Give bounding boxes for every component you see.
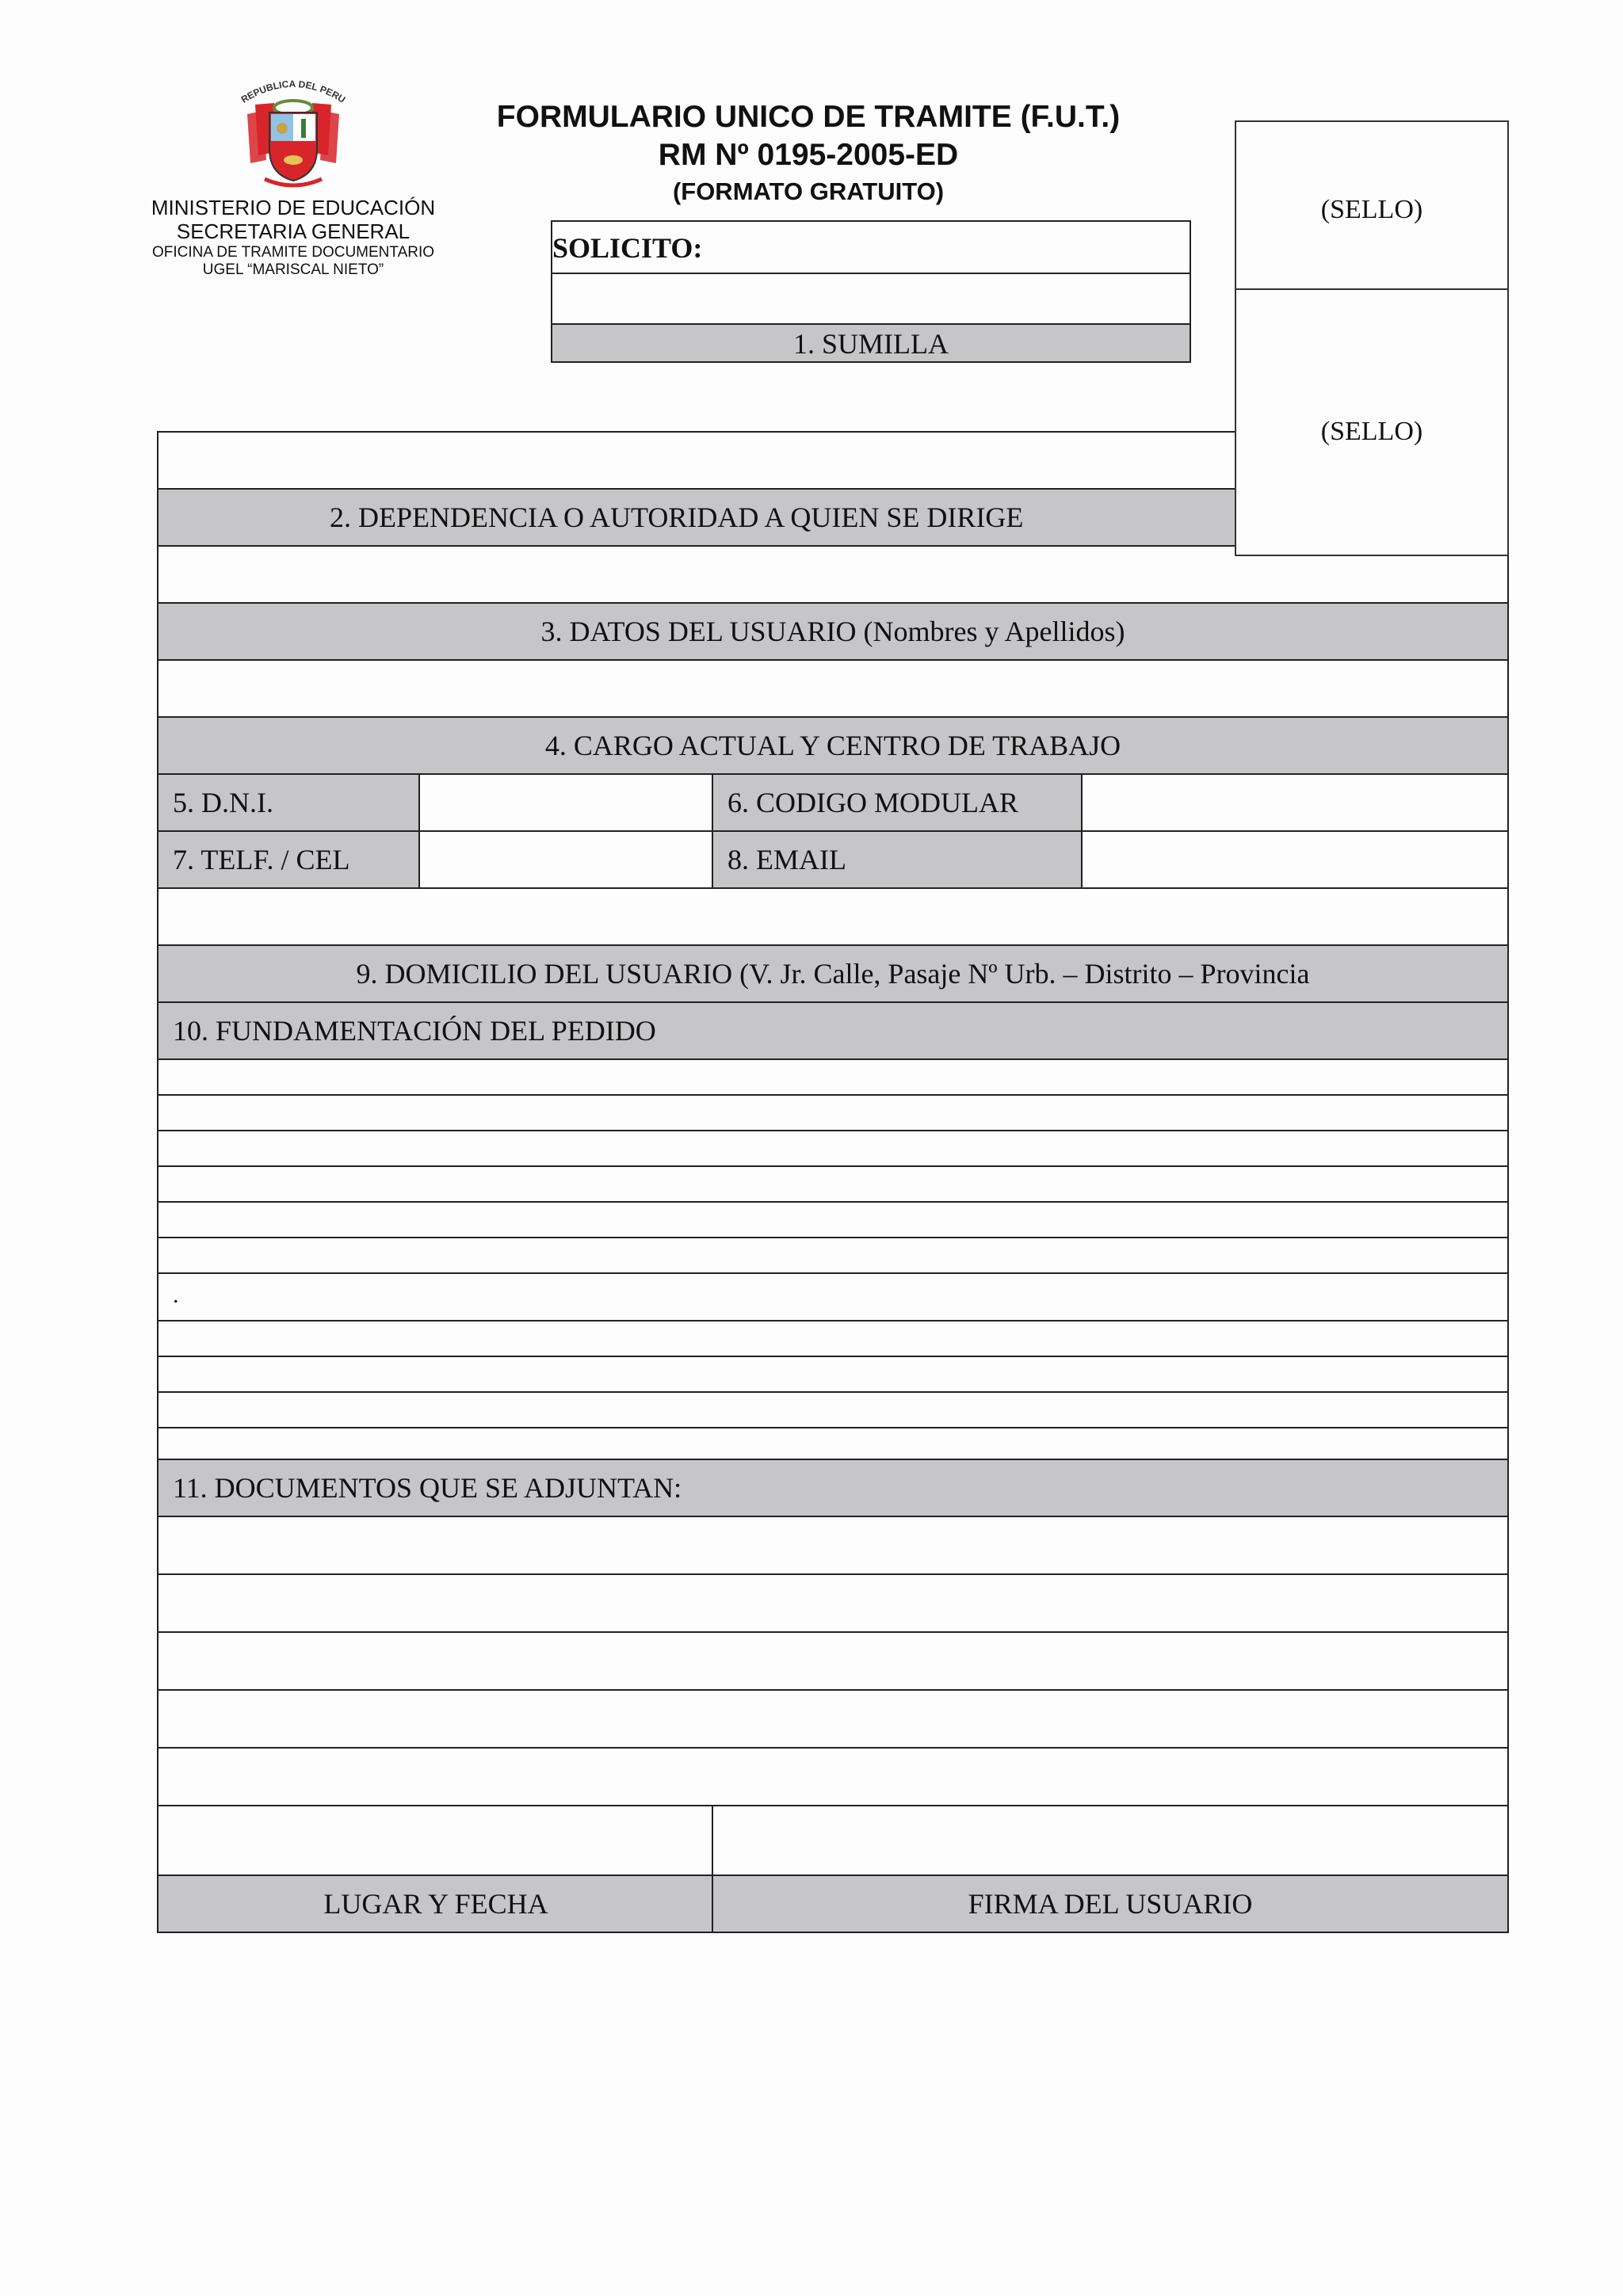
signature-input-row: [157, 1805, 1509, 1876]
telefono-label: 7. TELF. / CEL: [173, 844, 350, 875]
domicilio-label-row: [157, 944, 1509, 1003]
fundamentacion-line[interactable]: [157, 1356, 1509, 1393]
title-line-2: RM Nº 0195-2005-ED: [658, 138, 959, 172]
fundamentacion-line[interactable]: [157, 1427, 1509, 1460]
lugar-fecha-label-cell: [158, 1876, 713, 1932]
ugel-name: UGEL “MARISCAL NIETO”: [202, 261, 384, 278]
telefono-row: [157, 830, 1509, 889]
stamp-divider: [1236, 288, 1507, 290]
oficina-name: OFICINA DE TRAMITE DOCUMENTARIO: [151, 243, 435, 261]
dni-input[interactable]: [418, 775, 713, 830]
emblem-arc-text: REPUBLICA DEL PERU: [239, 78, 348, 105]
documentos-label-row: [157, 1459, 1509, 1517]
signature-label-row: [157, 1875, 1509, 1933]
dni-label-cell: [158, 775, 420, 830]
solicito-row[interactable]: [551, 220, 1191, 274]
stamp-box: [1235, 120, 1509, 556]
fundamentacion-line[interactable]: [157, 1320, 1509, 1357]
codigo-modular-label-cell: [712, 775, 1083, 830]
domicilio-input-row[interactable]: [157, 887, 1509, 946]
fundamentacion-line[interactable]: [157, 1058, 1509, 1096]
fundamentacion-line[interactable]: [157, 1094, 1509, 1131]
documentos-line[interactable]: [157, 1631, 1509, 1691]
coat-of-arms-emblem: [223, 73, 363, 196]
secretaria-name: SECRETARIA GENERAL: [176, 219, 411, 243]
sumilla-label: 1. SUMILLA: [793, 328, 949, 360]
documentos-line[interactable]: [157, 1573, 1509, 1633]
fundamentacion-label: 10. FUNDAMENTACIÓN DEL PEDIDO: [173, 1015, 656, 1047]
sumilla-label-row: [551, 323, 1191, 363]
documentos-line[interactable]: [157, 1689, 1509, 1749]
dni-row: [157, 773, 1509, 832]
cargo-label-row: [157, 716, 1509, 775]
ministry-heading: [127, 196, 460, 278]
stamp-label-top: (SELLO): [1320, 195, 1423, 224]
ministry-name: MINISTERIO DE EDUCACIÓN: [151, 196, 436, 219]
lugar-fecha-label: LUGAR Y FECHA: [323, 1888, 548, 1920]
email-label: 8. EMAIL: [727, 844, 846, 875]
form-title: [460, 98, 1157, 209]
fundamentacion-line[interactable]: [157, 1201, 1509, 1238]
title-line-1: FORMULARIO UNICO DE TRAMITE (F.U.T.): [496, 100, 1121, 134]
domicilio-label: 9. DOMICILIO DEL USUARIO (V. Jr. Calle, Pasaje Nº Urb. – Distrito – Provincia: [356, 958, 1310, 990]
firma-label-cell: [712, 1876, 1507, 1932]
title-line-3: (FORMATO GRATUITO): [672, 177, 945, 205]
fundamentacion-line[interactable]: [157, 1391, 1509, 1428]
fundamentacion-dot: .: [173, 1282, 179, 1308]
firma-input[interactable]: [712, 1806, 1507, 1875]
codigo-modular-label: 6. CODIGO MODULAR: [727, 787, 1018, 818]
fundamentacion-line[interactable]: [157, 1165, 1509, 1203]
documentos-line[interactable]: [157, 1747, 1509, 1806]
email-label-cell: [712, 832, 1083, 887]
solicito-box: [551, 220, 1191, 363]
fundamentacion-line[interactable]: [157, 1237, 1509, 1274]
firma-label: FIRMA DEL USUARIO: [968, 1888, 1253, 1920]
solicito-label: SOLICITO:: [552, 232, 703, 264]
cargo-label: 4. CARGO ACTUAL Y CENTRO DE TRABAJO: [544, 730, 1121, 761]
fundamentacion-label-row: [157, 1001, 1509, 1060]
telefono-input[interactable]: [418, 832, 713, 887]
fundamentacion-line[interactable]: [157, 1272, 1509, 1322]
dni-label: 5. D.N.I.: [173, 787, 273, 818]
email-input[interactable]: [1081, 832, 1507, 887]
documentos-label: 11. DOCUMENTOS QUE SE ADJUNTAN:: [173, 1472, 682, 1504]
datos-usuario-label-row: [157, 602, 1509, 661]
cargo-input-row[interactable]: [157, 659, 1509, 718]
codigo-modular-input[interactable]: [1081, 775, 1507, 830]
lugar-fecha-input[interactable]: [158, 1806, 713, 1875]
telefono-label-cell: [158, 832, 420, 887]
stamp-label-bottom: (SELLO): [1320, 417, 1423, 446]
documentos-line[interactable]: [157, 1516, 1509, 1575]
fundamentacion-line[interactable]: [157, 1130, 1509, 1167]
dependencia-label: 2. DEPENDENCIA O AUTORIDAD A QUIEN SE DIRIGE: [330, 502, 1024, 533]
datos-usuario-label: 3. DATOS DEL USUARIO (Nombres y Apellidos): [540, 616, 1125, 647]
sumilla-input-row[interactable]: [551, 273, 1191, 325]
